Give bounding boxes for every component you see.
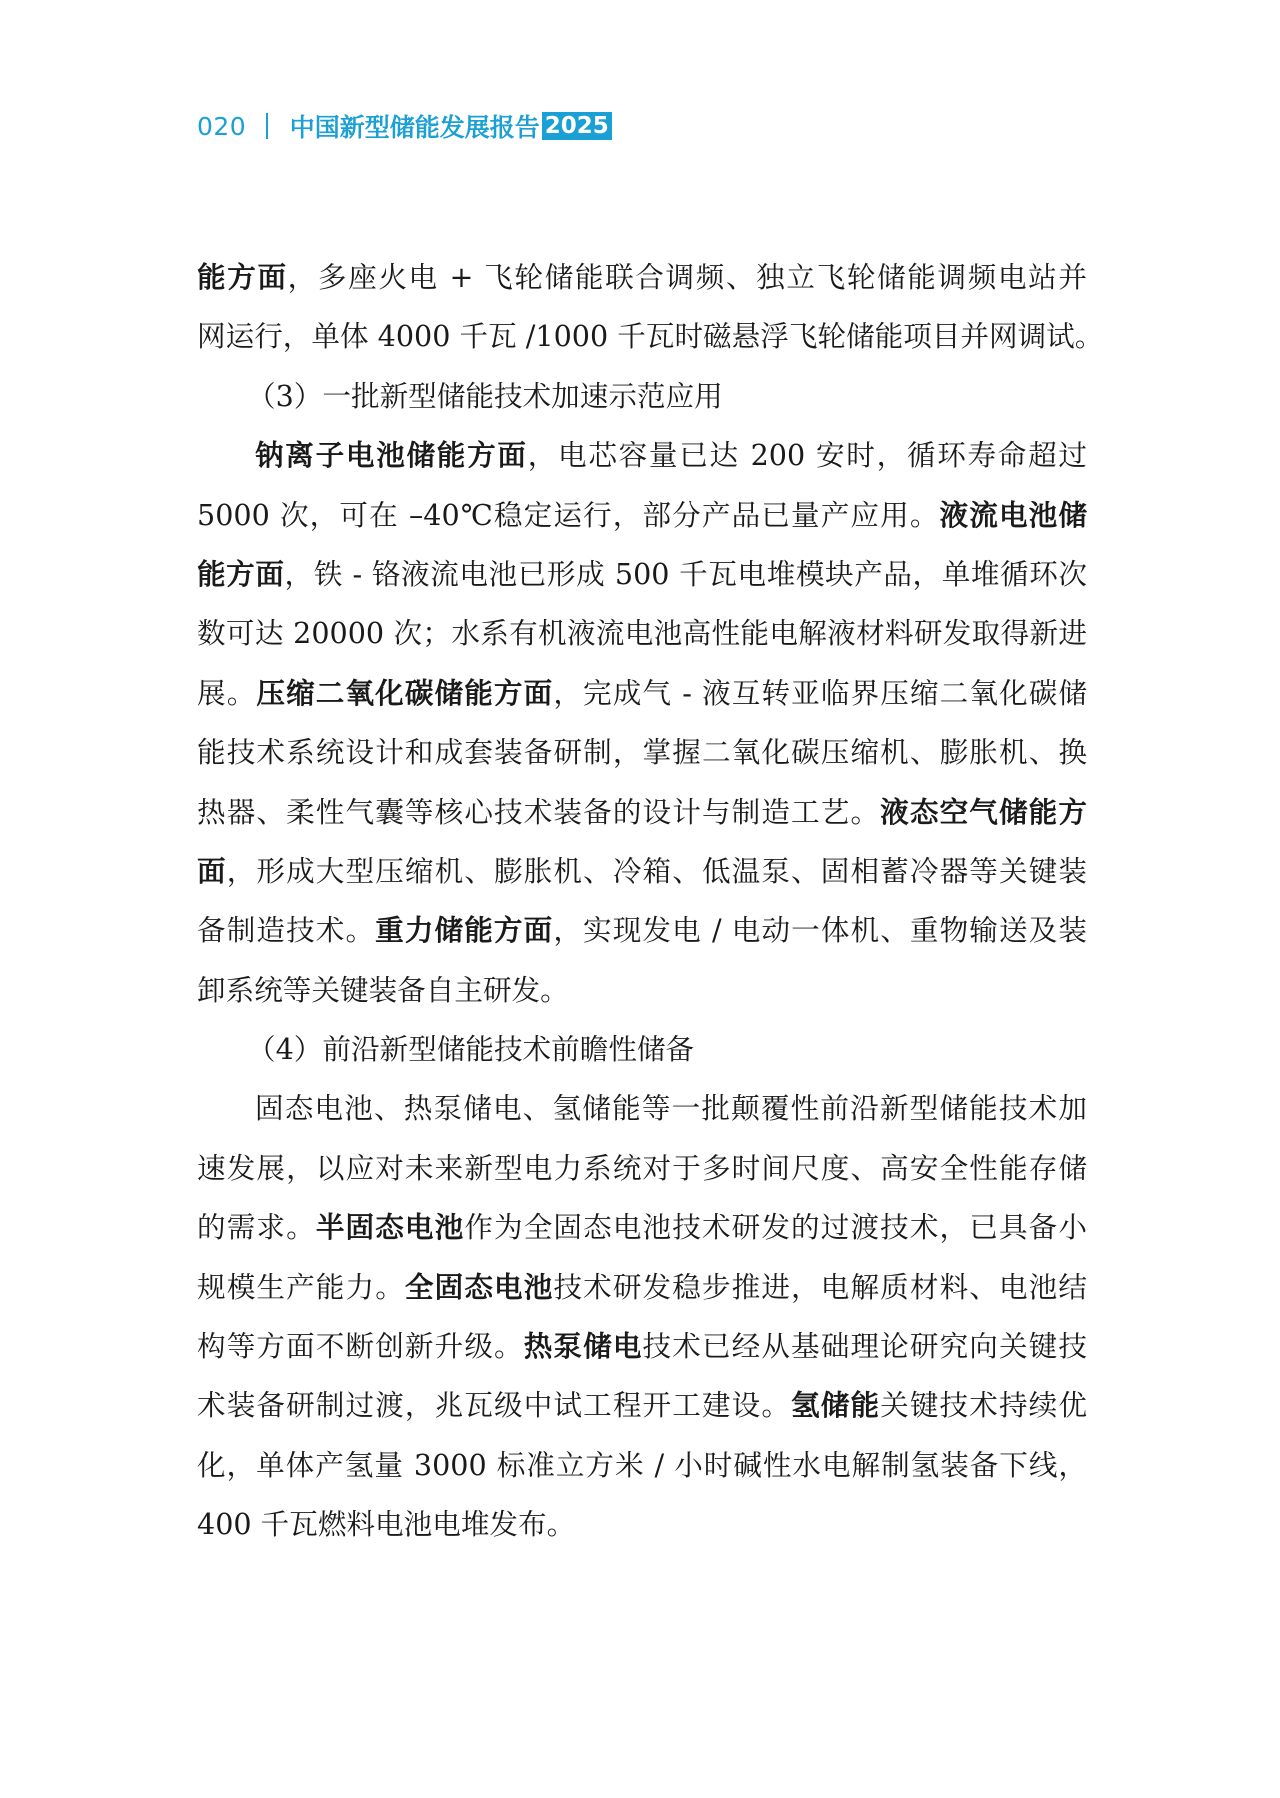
paragraph-line bbox=[197, 248, 1087, 307]
line-text: 术装备研制过渡，兆瓦级中试工程开工建设。 bbox=[197, 1388, 792, 1423]
paragraph-line: 能技术系统设计和成套装备研制，掌握二氧化碳压缩机、膨胀机、换 bbox=[197, 735, 1087, 770]
paragraph-line: 速发展，以应对未来新型电力系统对于多时间尺度、高安全性能存储 bbox=[197, 1150, 1087, 1185]
bold-term: 液态空气储能方 bbox=[880, 794, 1087, 829]
paragraph-line bbox=[197, 1198, 1087, 1257]
line-text: ，多座火电 + 飞轮储能联合调频、独立飞轮储能调频电站并 bbox=[287, 260, 1087, 294]
line-text: 构等方面不断创新升级。 bbox=[197, 1329, 524, 1364]
line-text: ，完成气 - 液互转亚临界压缩二氧化碳储 bbox=[553, 675, 1087, 710]
line-text: ，实现发电 / 电动一体机、重物输送及装 bbox=[553, 913, 1087, 948]
line-text: 热器、柔性气囊等核心技术装备的设计与制造工艺。 bbox=[197, 794, 881, 829]
line-text: 作为全固态电池技术研发的过渡技术，已具备小 bbox=[464, 1210, 1087, 1245]
bold-term: 热泵储电 bbox=[523, 1329, 643, 1364]
bold-term: 氢储能 bbox=[791, 1388, 881, 1423]
report-title: 中国新型储能发展报告 bbox=[289, 113, 540, 142]
bold-term: 能方面 bbox=[197, 260, 288, 294]
paragraph-line: 化，单体产氢量 3000 标准立方米 / 小时碱性水电解制氢装备下线， bbox=[197, 1447, 1087, 1482]
paragraph-line: 网运行，单体 4000 千瓦 /1000 千瓦时磁悬浮飞轮储能项目并网调试。 bbox=[197, 319, 1104, 354]
line-text: 技术研发稳步推进，电解质材料、电池结 bbox=[553, 1269, 1087, 1304]
line-text: 技术已经从基础理论研究向关键技 bbox=[642, 1329, 1087, 1364]
line-text: 备制造技术。 bbox=[197, 913, 376, 948]
report-year-badge: 2025 bbox=[542, 112, 612, 140]
bold-term: 能方面 bbox=[197, 556, 285, 591]
line-text: 规模生产能力。 bbox=[197, 1269, 405, 1304]
page-header bbox=[197, 108, 612, 144]
paragraph-line bbox=[197, 901, 1087, 960]
bold-term: 液流电池储 bbox=[939, 497, 1087, 532]
line-text: 的需求。 bbox=[197, 1210, 316, 1245]
page-number: 020 bbox=[197, 111, 247, 141]
paragraph-line bbox=[197, 545, 1087, 604]
paragraph-line bbox=[197, 842, 1087, 901]
bold-term: 面 bbox=[197, 853, 227, 888]
line-text: ，电芯容量已达 200 安时，循环寿命超过 bbox=[527, 438, 1087, 473]
line-text: 5000 次，可在 –40℃稳定运行，部分产品已量产应用。 bbox=[197, 497, 940, 532]
paragraph-line bbox=[197, 664, 1087, 723]
bold-term: 重力储能方面 bbox=[375, 913, 554, 948]
section-heading-3: （3）一批新型储能技术加速示范应用 bbox=[247, 378, 723, 413]
paragraph-line: 400 千瓦燃料电池电堆发布。 bbox=[197, 1507, 576, 1542]
paragraph-line bbox=[197, 486, 1087, 545]
line-text: ，铁 - 铬液流电池已形成 500 千瓦电堆模块产品，单堆循环次 bbox=[284, 556, 1087, 591]
line-text: 展。 bbox=[197, 675, 257, 710]
paragraph-line bbox=[197, 1376, 1087, 1435]
paragraph-line bbox=[197, 426, 1087, 485]
bold-term: 压缩二氧化碳储能方面 bbox=[256, 675, 554, 710]
paragraph-line bbox=[197, 783, 1087, 842]
paragraph-line bbox=[197, 1258, 1087, 1317]
bold-term: 半固态电池 bbox=[315, 1210, 465, 1245]
section-heading-4: （4）前沿新型储能技术前瞻性储备 bbox=[247, 1032, 695, 1067]
paragraph-line bbox=[197, 1317, 1087, 1376]
line-text: ，形成大型压缩机、膨胀机、冷箱、低温泵、固相蓄冷器等关键装 bbox=[226, 853, 1087, 888]
paragraph-line: 卸系统等关键装备自主研发。 bbox=[197, 972, 569, 1007]
line-text: 关键技术持续优 bbox=[880, 1388, 1087, 1423]
paragraph-line: 数可达 20000 次；水系有机液流电池高性能电解液材料研发取得新进 bbox=[197, 616, 1087, 651]
paragraph-line: 固态电池、热泵储电、氢储能等一批颠覆性前沿新型储能技术加 bbox=[255, 1091, 1087, 1126]
bold-term: 全固态电池 bbox=[404, 1269, 554, 1304]
bold-term: 钠离子电池储能方面 bbox=[255, 438, 528, 473]
header-divider bbox=[266, 113, 268, 139]
body-text bbox=[197, 248, 1104, 1555]
